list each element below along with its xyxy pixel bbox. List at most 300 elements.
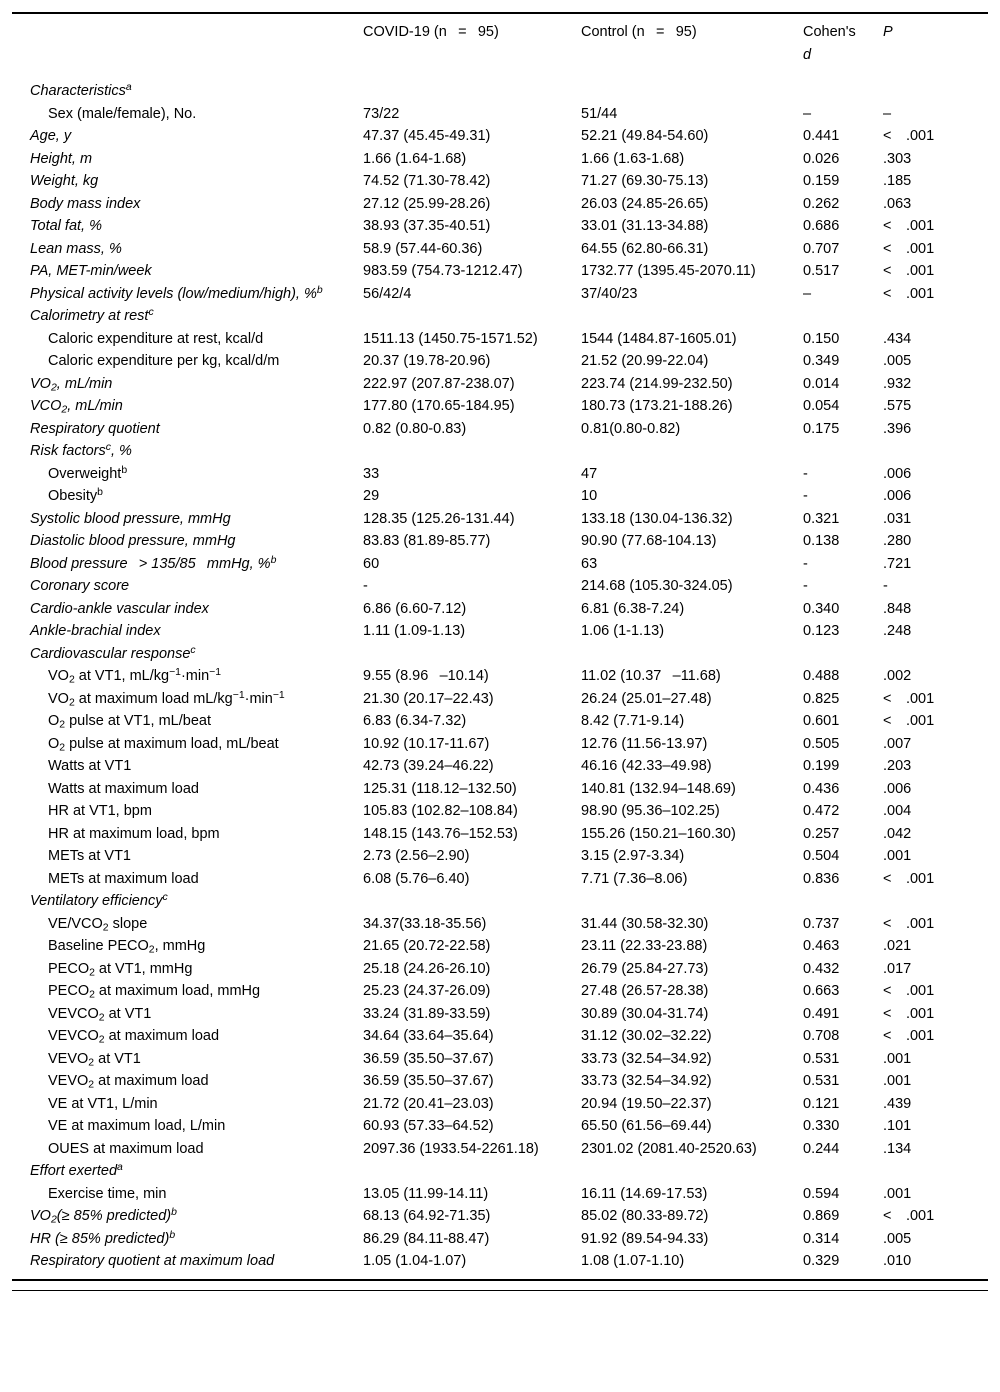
row-label: $PECO_2$ at maximum load, mmHg <box>48 983 261 1001</box>
covid-value: 36.59 (35.50–37.67) <box>363 1073 494 1089</box>
table-row <box>30 530 988 553</box>
row-label: Calorimetry at rest$^c$ <box>30 306 154 324</box>
cohens-d-value: – <box>803 105 812 122</box>
p-value: < .001 <box>883 870 935 887</box>
cohens-d-value: 0.159 <box>803 173 840 189</box>
covid-value: 74.52 (71.30-78.42) <box>363 173 491 189</box>
cohens-d-value: 0.707 <box>803 240 840 257</box>
covid-value: 33 <box>363 465 380 482</box>
row-label: $VO_2$ at VT1, $mL/kg^{-1}\cdot\min^{-1}$ <box>48 666 222 686</box>
covid-value: 73/22 <box>363 105 400 122</box>
covid-value <box>363 440 581 463</box>
covid-value: 148.15 (143.76–152.53) <box>363 825 518 842</box>
cohens-d-value: 0.708 <box>803 1028 840 1044</box>
control-value: 1.66 (1.63-1.68) <box>581 150 685 167</box>
covid-value: 34.37(33.18-35.56) <box>363 915 487 932</box>
row-label: Physical activity levels (low/medium/high), %$^b$ <box>30 284 323 302</box>
row-label: HR at VT1, bpm <box>48 803 152 819</box>
control-value: 51/44 <box>581 105 618 122</box>
covid-value: 27.12 (25.99-28.26) <box>363 195 491 212</box>
covid-value: 47.37 (45.45-49.31) <box>363 128 491 144</box>
p-value: .010 <box>883 1253 912 1269</box>
row-label: Diastolic blood pressure, mmHg <box>30 533 236 549</box>
cohens-d-value: 0.472 <box>803 803 840 819</box>
table-bottom-rule <box>12 1279 988 1281</box>
row-label: $VO_2$ at maximum load $mL/kg^{-1}\cdot\min^{-1}$ <box>48 689 285 708</box>
table-row <box>30 1228 988 1251</box>
cohens-d-value: 0.150 <box>803 330 840 347</box>
p-value: .434 <box>883 330 912 347</box>
cohens-d-value <box>803 1160 883 1183</box>
cohens-d-column-header <box>803 14 883 80</box>
cohens-d-value <box>803 643 883 666</box>
control-value: 33.73 (32.54–34.92) <box>581 1050 712 1067</box>
covid-value: 58.9 (57.44-60.36) <box>363 240 483 257</box>
p-value: .006 <box>883 488 912 504</box>
p-value: < .001 <box>883 713 935 729</box>
table-row <box>30 1115 988 1138</box>
table-row <box>30 103 988 126</box>
covid-value: 2.73 (2.56–2.90) <box>363 848 470 864</box>
cohens-d-value: 0.244 <box>803 1140 840 1157</box>
table-row <box>30 440 988 463</box>
row-label: Overweight$^b$ <box>48 464 128 482</box>
table-row <box>30 170 988 193</box>
row-label: $O_2$ pulse at maximum load, mL/beat <box>48 735 279 753</box>
row-label: Risk factors$^c$, % <box>30 441 132 459</box>
control-value: 26.24 (25.01–27.48) <box>581 690 712 707</box>
cohens-d-value: 0.349 <box>803 353 840 369</box>
row-label: $VCO_2$, mL/min <box>30 398 123 416</box>
p-value: .848 <box>883 600 912 617</box>
control-value: 1732.77 (1395.45-2070.11) <box>581 263 756 279</box>
row-label: Weight, kg <box>30 173 99 189</box>
covid-value: 33.24 (31.89-33.59) <box>363 1005 491 1022</box>
control-value: 7.71 (7.36–8.06) <box>581 870 688 887</box>
covid-value: 6.08 (5.76–6.40) <box>363 870 470 887</box>
table-row <box>30 688 988 711</box>
row-label: $VEVO_2$ at VT1 <box>48 1050 141 1068</box>
control-value <box>581 440 803 463</box>
cohens-d-value: 0.825 <box>803 690 840 707</box>
p-value: < .001 <box>883 983 935 999</box>
table-row <box>30 373 988 396</box>
table-row <box>30 823 988 846</box>
cohens-d-value: 0.123 <box>803 623 840 639</box>
row-label: Total fat, % <box>30 218 103 234</box>
covid-value: 10.92 (10.17-11.67) <box>363 735 490 752</box>
row-label: Baseline $PECO_2$, mmHg <box>48 938 206 956</box>
table-row <box>30 890 988 913</box>
control-value: 10 <box>581 488 598 504</box>
p-value: < .001 <box>883 690 935 707</box>
control-value: 31.44 (30.58-32.30) <box>581 915 709 932</box>
control-value: 85.02 (80.33-89.72) <box>581 1208 709 1224</box>
row-label: METs at maximum load <box>48 870 199 887</box>
p-value: .006 <box>883 465 912 482</box>
cohens-d-value: 0.436 <box>803 780 840 797</box>
row-label: Caloric expenditure at rest, kcal/d <box>48 330 264 347</box>
table-row <box>30 283 988 306</box>
p-value: – <box>883 105 892 122</box>
row-label: Cardio-ankle vascular index <box>30 600 209 617</box>
row-label: Cardiovascular response$^c$ <box>30 644 196 662</box>
covid-value <box>363 1160 581 1183</box>
p-value: .134 <box>883 1140 912 1157</box>
table-row <box>30 733 988 756</box>
p-column-header: P <box>883 24 893 40</box>
control-value: 0.81(0.80-0.82) <box>581 420 681 437</box>
p-value: < .001 <box>883 263 935 279</box>
cohens-d-value: 0.491 <box>803 1005 840 1022</box>
control-value: 52.21 (49.84-54.60) <box>581 128 709 144</box>
control-value: 71.27 (69.30-75.13) <box>581 173 709 189</box>
covid-value: 21.30 (20.17–22.43) <box>363 690 494 707</box>
p-value: .248 <box>883 623 912 639</box>
cohens-d-value: - <box>803 488 808 504</box>
covid-value: 68.13 (64.92-71.35) <box>363 1208 491 1224</box>
row-label: Exercise time, min <box>48 1185 167 1202</box>
row-label: Lean mass, % <box>30 240 122 257</box>
p-value: .001 <box>883 1073 912 1089</box>
p-value: .021 <box>883 938 912 954</box>
table-row <box>30 238 988 261</box>
covid-value: 128.35 (125.26-131.44) <box>363 510 515 527</box>
covid-value: 1.05 (1.04-1.07) <box>363 1253 467 1269</box>
covid-value: 6.83 (6.34-7.32) <box>363 713 467 729</box>
covid-value: 38.93 (37.35-40.51) <box>363 218 491 234</box>
cohens-d-value: 0.441 <box>803 128 840 144</box>
p-value <box>883 305 988 328</box>
covid-value: 13.05 (11.99-14.11) <box>363 1185 489 1202</box>
p-value: < .001 <box>883 240 935 257</box>
table-row <box>30 575 988 598</box>
p-value: < .001 <box>883 218 935 234</box>
covid-value: 1.66 (1.64-1.68) <box>363 150 467 167</box>
row-label: Body mass index <box>30 195 141 212</box>
control-value: 3.15 (2.97-3.34) <box>581 848 685 864</box>
p-value: .005 <box>883 1230 912 1247</box>
row-label: HR at maximum load, bpm <box>48 825 220 842</box>
table-row <box>30 1138 988 1161</box>
table-row <box>30 463 988 486</box>
table-row <box>30 80 988 103</box>
row-label: $VO_2$, mL/min <box>30 375 113 393</box>
row-label: Characteristics$^a$ <box>30 81 132 99</box>
table-row <box>30 1070 988 1093</box>
row-label: $VEVO_2$ at maximum load <box>48 1073 209 1091</box>
table-row <box>30 778 988 801</box>
p-value: .439 <box>883 1095 912 1112</box>
cohens-d-value: 0.321 <box>803 510 840 527</box>
covid-value: 2097.36 (1933.54-2261.18) <box>363 1140 539 1157</box>
p-value: < .001 <box>883 915 935 932</box>
row-label: Blood pressure > 135/85 mmHg, %$^b$ <box>30 554 277 572</box>
cohens-d-value: 0.054 <box>803 398 840 414</box>
row-label: Coronary score <box>30 578 130 594</box>
table-row <box>30 305 988 328</box>
control-value: 6.81 (6.38-7.24) <box>581 600 685 617</box>
row-label: HR (≥ 85% predicted)$^b$ <box>30 1229 176 1247</box>
cohens-d-value: 0.531 <box>803 1073 840 1089</box>
cohens-d-value: – <box>803 285 812 302</box>
covid-value: 56/42/4 <box>363 285 412 302</box>
row-label: Caloric expenditure per kg, kcal/d/m <box>48 353 280 369</box>
p-value <box>883 890 988 913</box>
table-row <box>30 485 988 508</box>
control-value <box>581 1160 803 1183</box>
covid-value: 177.80 (170.65-184.95) <box>363 398 515 414</box>
control-value: 223.74 (214.99-232.50) <box>581 375 733 392</box>
row-label: Respiratory quotient <box>30 420 160 437</box>
cohens-d-value <box>803 890 883 913</box>
table-row <box>30 1093 988 1116</box>
covid-value: 25.23 (24.37-26.09) <box>363 983 491 999</box>
table-row <box>30 1048 988 1071</box>
cohens-d-value <box>803 440 883 463</box>
covid-value: 21.72 (20.41–23.03) <box>363 1095 494 1112</box>
cohens-d-value: 0.340 <box>803 600 840 617</box>
control-value: 133.18 (130.04-136.32) <box>581 510 733 527</box>
p-value <box>883 643 988 666</box>
control-value: 214.68 (105.30-324.05) <box>581 578 733 594</box>
table-row <box>30 553 988 576</box>
covid-value: 983.59 (754.73-1212.47) <box>363 263 523 279</box>
table-row <box>30 418 988 441</box>
covid-value: 42.73 (39.24–46.22) <box>363 758 494 774</box>
p-value: .042 <box>883 825 912 842</box>
cohens-d-value: 0.505 <box>803 735 840 752</box>
row-label: Watts at maximum load <box>48 780 199 797</box>
row-label: Systolic blood pressure, mmHg <box>30 510 231 527</box>
control-value: 26.03 (24.85-26.65) <box>581 195 709 212</box>
cohens-d-value: 0.026 <box>803 150 840 167</box>
control-value <box>581 890 803 913</box>
covid-value: 105.83 (102.82–108.84) <box>363 803 518 819</box>
cohens-d-value: 0.663 <box>803 983 840 999</box>
p-value: - <box>883 578 888 594</box>
table-row <box>30 125 988 148</box>
p-value: .185 <box>883 173 912 189</box>
row-label: Respiratory quotient at maximum load <box>30 1253 275 1269</box>
cohens-d-value: 0.314 <box>803 1230 840 1247</box>
row-label: Age, y <box>30 128 72 144</box>
table-bottom-rule-secondary <box>12 1290 988 1291</box>
p-value: .017 <box>883 960 912 977</box>
cohens-d-value <box>803 80 883 103</box>
p-value: .006 <box>883 780 912 797</box>
covid-value <box>363 643 581 666</box>
table-row <box>30 643 988 666</box>
table-row <box>30 935 988 958</box>
cohens-d-value: - <box>803 578 808 594</box>
cohens-d-value: 0.138 <box>803 533 840 549</box>
table-row <box>30 1183 988 1206</box>
cohens-d-value: 0.594 <box>803 1185 840 1202</box>
control-value: 1.06 (1-1.13) <box>581 623 665 639</box>
cohens-d-header-symbol: d <box>803 46 812 63</box>
table-row <box>30 958 988 981</box>
control-value: 2301.02 (2081.40-2520.63) <box>581 1140 757 1157</box>
control-value: 21.52 (20.99-22.04) <box>581 353 709 369</box>
row-label: Watts at VT1 <box>48 758 132 774</box>
cohens-d-value: 0.432 <box>803 960 840 977</box>
row-label: $VO_2(\ge 85\%$ predicted)$^b$ <box>30 1206 177 1226</box>
cohens-d-value: 0.463 <box>803 938 840 954</box>
control-value: 1.08 (1.07-1.10) <box>581 1253 685 1269</box>
table-row <box>30 1003 988 1026</box>
covid-value: 34.64 (33.64–35.64) <box>363 1028 494 1044</box>
covid-value: 9.55 (8.96 –10.14) <box>363 668 489 684</box>
p-value: .002 <box>883 668 912 684</box>
p-value: .396 <box>883 420 912 437</box>
control-value: 16.11 (14.69-17.53) <box>581 1185 708 1202</box>
cohens-d-value: 0.262 <box>803 195 840 212</box>
control-value: 140.81 (132.94–148.69) <box>581 780 736 797</box>
control-value: 65.50 (61.56–69.44) <box>581 1118 712 1134</box>
p-value: .004 <box>883 803 912 819</box>
cohens-d-value: 0.686 <box>803 218 840 234</box>
cohens-d-value: 0.737 <box>803 915 840 932</box>
control-value <box>581 643 803 666</box>
comparison-table-page <box>12 0 988 1291</box>
cohens-d-value: 0.121 <box>803 1095 840 1112</box>
p-value: .203 <box>883 758 912 774</box>
table-row <box>30 980 988 1003</box>
control-value: 64.55 (62.80-66.31) <box>581 240 709 257</box>
cohens-d-value: 0.488 <box>803 668 840 684</box>
row-label: Height, m <box>30 150 93 167</box>
table-row <box>30 193 988 216</box>
covid-column-header: COVID-19 (n = 95) <box>363 24 499 40</box>
row-label: $VEVCO_2$ at VT1 <box>48 1005 152 1023</box>
table-row <box>30 1250 988 1273</box>
row-label: OUES at maximum load <box>48 1140 204 1157</box>
table-row <box>30 665 988 688</box>
p-value: .063 <box>883 195 912 212</box>
p-value: .031 <box>883 510 912 527</box>
header-row <box>30 14 988 80</box>
p-value: < .001 <box>883 285 935 302</box>
table-row <box>30 1025 988 1048</box>
cohens-d-value: 0.329 <box>803 1253 840 1269</box>
control-value: 91.92 (89.54-94.33) <box>581 1230 709 1247</box>
table-row <box>30 508 988 531</box>
p-value <box>883 1160 988 1183</box>
covid-value: 125.31 (118.12–132.50) <box>363 780 517 797</box>
p-value: .001 <box>883 848 912 864</box>
covid-value <box>363 890 581 913</box>
control-value: 11.02 (10.37 –11.68) <box>581 668 721 684</box>
control-value: 33.73 (32.54–34.92) <box>581 1073 712 1089</box>
p-value: < .001 <box>883 1005 935 1022</box>
table-row <box>30 1205 988 1228</box>
cohens-d-value: 0.199 <box>803 758 840 774</box>
row-label: VE at maximum load, L/min <box>48 1118 226 1134</box>
cohens-d-value: 0.531 <box>803 1050 840 1067</box>
table-row <box>30 913 988 936</box>
table-row <box>30 328 988 351</box>
p-value: < .001 <box>883 1028 935 1044</box>
control-value: 27.48 (26.57-28.38) <box>581 983 709 999</box>
p-value: .932 <box>883 375 912 392</box>
p-value: .721 <box>883 555 912 572</box>
table-row <box>30 395 988 418</box>
p-value: .303 <box>883 150 912 167</box>
cohens-d-header-word: Cohen's <box>803 24 856 40</box>
control-value: 12.76 (11.56-13.97) <box>581 735 708 752</box>
covid-value: 60.93 (57.33–64.52) <box>363 1118 494 1134</box>
covid-value <box>363 80 581 103</box>
control-value: 98.90 (95.36–102.25) <box>581 803 720 819</box>
covid-value: 20.37 (19.78-20.96) <box>363 353 491 369</box>
covid-value: 60 <box>363 555 380 572</box>
cohens-d-value: 0.836 <box>803 870 840 887</box>
cohens-d-value: 0.330 <box>803 1118 840 1134</box>
table-row <box>30 868 988 891</box>
table-row <box>30 800 988 823</box>
control-value: 46.16 (42.33–49.98) <box>581 758 712 774</box>
covid-value: 25.18 (24.26-26.10) <box>363 960 491 977</box>
control-value: 30.89 (30.04-31.74) <box>581 1005 709 1022</box>
control-value: 23.11 (22.33-23.88) <box>581 938 708 954</box>
p-value <box>883 80 988 103</box>
p-value <box>883 440 988 463</box>
control-value: 47 <box>581 465 598 482</box>
row-label: Ventilatory efficiency$^c$ <box>30 891 168 909</box>
table-row <box>30 260 988 283</box>
table-row <box>30 755 988 778</box>
table-row <box>30 620 988 643</box>
row-label: PA, MET-min/week <box>30 263 152 279</box>
row-label: $O_2$ pulse at VT1, mL/beat <box>48 713 211 731</box>
table-row <box>30 710 988 733</box>
control-value: 155.26 (150.21–160.30) <box>581 825 736 842</box>
cohens-d-value: 0.175 <box>803 420 840 437</box>
control-value: 33.01 (31.13-34.88) <box>581 218 709 234</box>
table-row <box>30 845 988 868</box>
covid-value: - <box>363 578 368 594</box>
table-row <box>30 350 988 373</box>
covid-value: 0.82 (0.80-0.83) <box>363 420 467 437</box>
covid-value: 36.59 (35.50–37.67) <box>363 1050 494 1067</box>
cohens-d-value: 0.869 <box>803 1208 840 1224</box>
table-row <box>30 215 988 238</box>
p-value: .001 <box>883 1050 912 1067</box>
control-value: 63 <box>581 555 598 572</box>
cohens-d-value: - <box>803 465 808 482</box>
covid-value: 6.86 (6.60-7.12) <box>363 600 467 617</box>
table-row <box>30 1160 988 1183</box>
row-label: METs at VT1 <box>48 848 131 864</box>
control-column-header: Control (n = 95) <box>581 24 697 40</box>
row-label: $VE/VCO_2$ slope <box>48 915 148 933</box>
row-label-column-header <box>30 14 363 80</box>
cohens-d-value: 0.504 <box>803 848 840 864</box>
row-label: $PECO_2$ at VT1, mmHg <box>48 960 193 978</box>
p-value: < .001 <box>883 1208 935 1224</box>
p-value: .001 <box>883 1185 912 1202</box>
covid-value: 222.97 (207.87-238.07) <box>363 375 515 392</box>
cohens-d-value: 0.257 <box>803 825 840 842</box>
row-label: Effort exerted$^a$ <box>30 1161 123 1179</box>
control-value: 180.73 (173.21-188.26) <box>581 398 733 414</box>
p-value: .280 <box>883 533 912 549</box>
control-value <box>581 80 803 103</box>
row-label: Obesity$^b$ <box>48 486 103 504</box>
covid-value: 83.83 (81.89-85.77) <box>363 533 491 549</box>
control-value: 37/40/23 <box>581 285 638 302</box>
